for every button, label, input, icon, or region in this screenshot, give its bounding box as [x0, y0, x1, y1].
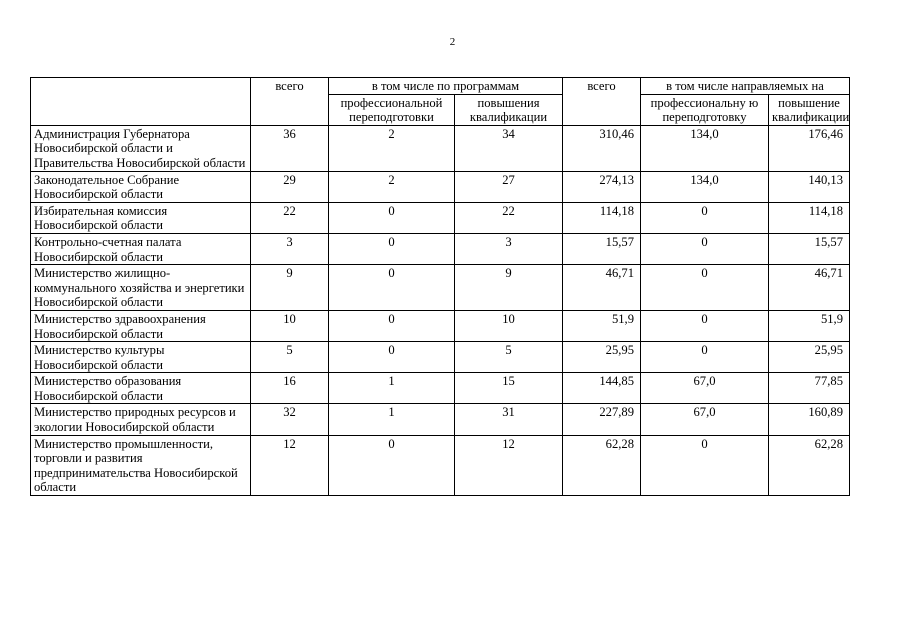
cell-organization: Министерство жилищно-коммунального хозяйства и энергетики Новосибирской области — [31, 265, 251, 311]
cell-qual-count: 3 — [455, 233, 563, 264]
header-programs-group: в том числе по программам — [329, 78, 563, 95]
cell-qual-count: 27 — [455, 171, 563, 202]
cell-prof-sum: 0 — [641, 435, 769, 495]
cell-total-count: 16 — [251, 373, 329, 404]
table-body — [31, 125, 850, 495]
table-row — [31, 202, 850, 233]
header-prof-retraining: профессиональной переподготовки — [329, 94, 455, 125]
cell-prof-count: 1 — [329, 404, 455, 435]
table-row — [31, 233, 850, 264]
table-row — [31, 125, 850, 171]
cell-qual-count: 15 — [455, 373, 563, 404]
cell-qual-sum: 25,95 — [769, 342, 850, 373]
cell-total-sum: 274,13 — [563, 171, 641, 202]
cell-qual-count: 9 — [455, 265, 563, 311]
cell-total-count: 9 — [251, 265, 329, 311]
cell-qual-sum: 62,28 — [769, 435, 850, 495]
cell-organization: Законодательное Собрание Новосибирской области — [31, 171, 251, 202]
cell-qual-sum: 46,71 — [769, 265, 850, 311]
cell-organization: Министерство промышленности, торговли и развития предпринимательства Новосибирской области — [31, 435, 251, 495]
cell-prof-sum: 0 — [641, 310, 769, 341]
header-total-sum: всего — [563, 78, 641, 126]
cell-organization: Контрольно-счетная палата Новосибирской области — [31, 233, 251, 264]
header-sum-prof-retraining: профессиональну ю переподготовку — [641, 94, 769, 125]
cell-prof-count: 0 — [329, 310, 455, 341]
header-directed-group: в том числе направляемых на — [641, 78, 850, 95]
cell-total-sum: 46,71 — [563, 265, 641, 311]
cell-organization: Министерство природных ресурсов и экологии Новосибирской области — [31, 404, 251, 435]
cell-prof-count: 0 — [329, 233, 455, 264]
cell-total-sum: 310,46 — [563, 125, 641, 171]
cell-prof-count: 2 — [329, 171, 455, 202]
cell-prof-count: 0 — [329, 265, 455, 311]
header-sum-qualification: повышение квалификации — [769, 94, 850, 125]
cell-total-sum: 227,89 — [563, 404, 641, 435]
cell-qual-count: 31 — [455, 404, 563, 435]
cell-prof-count: 2 — [329, 125, 455, 171]
cell-total-count: 36 — [251, 125, 329, 171]
cell-qual-sum: 160,89 — [769, 404, 850, 435]
cell-qual-count: 10 — [455, 310, 563, 341]
table-row — [31, 404, 850, 435]
cell-prof-count: 0 — [329, 435, 455, 495]
cell-total-count: 12 — [251, 435, 329, 495]
table-row — [31, 265, 850, 311]
cell-prof-sum: 134,0 — [641, 171, 769, 202]
table-row — [31, 310, 850, 341]
cell-total-sum: 25,95 — [563, 342, 641, 373]
cell-qual-count: 22 — [455, 202, 563, 233]
cell-prof-sum: 0 — [641, 233, 769, 264]
table-row — [31, 373, 850, 404]
cell-qual-sum: 114,18 — [769, 202, 850, 233]
cell-prof-sum: 134,0 — [641, 125, 769, 171]
cell-prof-sum: 0 — [641, 265, 769, 311]
header-total-count: всего — [251, 78, 329, 126]
page-number: 2 — [449, 36, 456, 48]
cell-total-sum: 15,57 — [563, 233, 641, 264]
cell-organization: Министерство образования Новосибирской области — [31, 373, 251, 404]
cell-prof-sum: 0 — [641, 202, 769, 233]
cell-total-sum: 114,18 — [563, 202, 641, 233]
cell-qual-count: 34 — [455, 125, 563, 171]
cell-prof-count: 0 — [329, 202, 455, 233]
table-row — [31, 435, 850, 495]
cell-prof-sum: 67,0 — [641, 373, 769, 404]
cell-prof-count: 0 — [329, 342, 455, 373]
cell-organization: Избирательная комиссия Новосибирской области — [31, 202, 251, 233]
cell-total-sum: 62,28 — [563, 435, 641, 495]
data-table — [30, 77, 850, 496]
cell-total-count: 3 — [251, 233, 329, 264]
cell-prof-count: 1 — [329, 373, 455, 404]
cell-total-count: 29 — [251, 171, 329, 202]
cell-qual-sum: 15,57 — [769, 233, 850, 264]
cell-organization: Администрация Губернатора Новосибирской области и Правительства Новосибирской области — [31, 125, 251, 171]
cell-prof-sum: 0 — [641, 342, 769, 373]
header-row — [31, 78, 850, 95]
cell-organization: Министерство культуры Новосибирской области — [31, 342, 251, 373]
cell-organization: Министерство здравоохранения Новосибирской области — [31, 310, 251, 341]
cell-total-count: 32 — [251, 404, 329, 435]
cell-qual-sum: 140,13 — [769, 171, 850, 202]
cell-total-sum: 144,85 — [563, 373, 641, 404]
header-qualification: повышения квалификации — [455, 94, 563, 125]
cell-total-count: 5 — [251, 342, 329, 373]
cell-prof-sum: 67,0 — [641, 404, 769, 435]
cell-total-sum: 51,9 — [563, 310, 641, 341]
cell-qual-count: 12 — [455, 435, 563, 495]
cell-qual-sum: 77,85 — [769, 373, 850, 404]
cell-total-count: 10 — [251, 310, 329, 341]
cell-qual-sum: 51,9 — [769, 310, 850, 341]
table-row — [31, 171, 850, 202]
cell-qual-sum: 176,46 — [769, 125, 850, 171]
cell-total-count: 22 — [251, 202, 329, 233]
cell-qual-count: 5 — [455, 342, 563, 373]
header-name-cell — [31, 78, 251, 126]
table-row — [31, 342, 850, 373]
